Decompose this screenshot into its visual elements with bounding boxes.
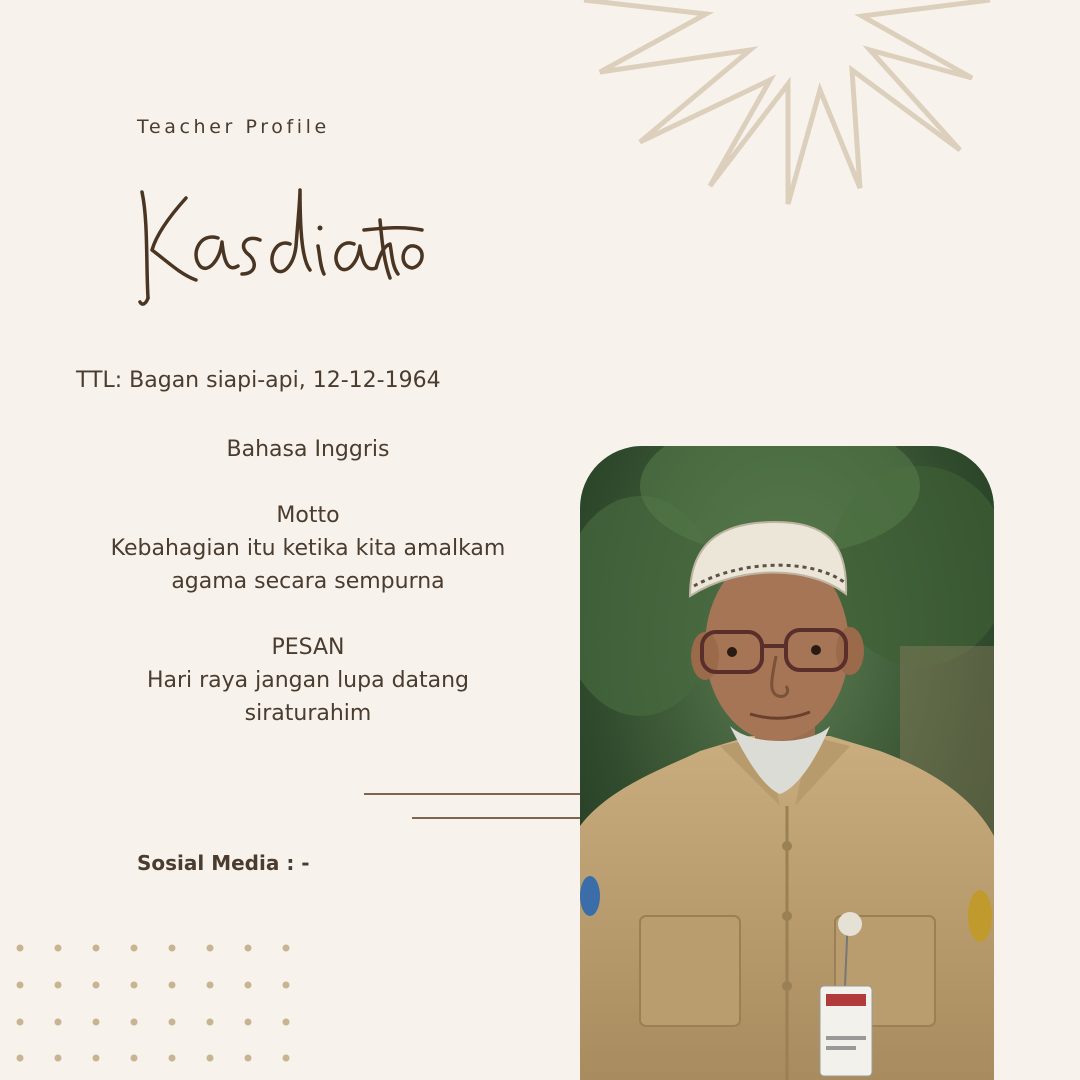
teacher-photo <box>580 446 994 1080</box>
motto-line: agama secara sempurna <box>171 569 445 594</box>
message-label: PESAN <box>271 635 345 660</box>
dot-grid-decoration <box>0 930 310 1080</box>
subject: Bahasa Inggris <box>226 437 390 462</box>
social-media: Sosial Media : - <box>137 851 310 875</box>
motto-section <box>80 499 536 598</box>
teacher-portrait-image <box>580 446 994 1080</box>
message-section <box>80 631 536 730</box>
birth-info: TTL: Bagan siapi-api, 12-12-1964 <box>76 368 441 393</box>
page-heading: Teacher Profile <box>137 116 330 138</box>
message-line: siraturahim <box>244 701 372 726</box>
teacher-name-script <box>128 170 428 310</box>
divider-line <box>364 793 580 795</box>
sunburst-decoration <box>580 0 1000 210</box>
divider-line <box>412 817 580 819</box>
motto-line: Kebahagian itu ketika kita amalkam <box>110 536 506 561</box>
message-line: Hari raya jangan lupa datang <box>146 668 470 693</box>
motto-label: Motto <box>276 503 340 528</box>
